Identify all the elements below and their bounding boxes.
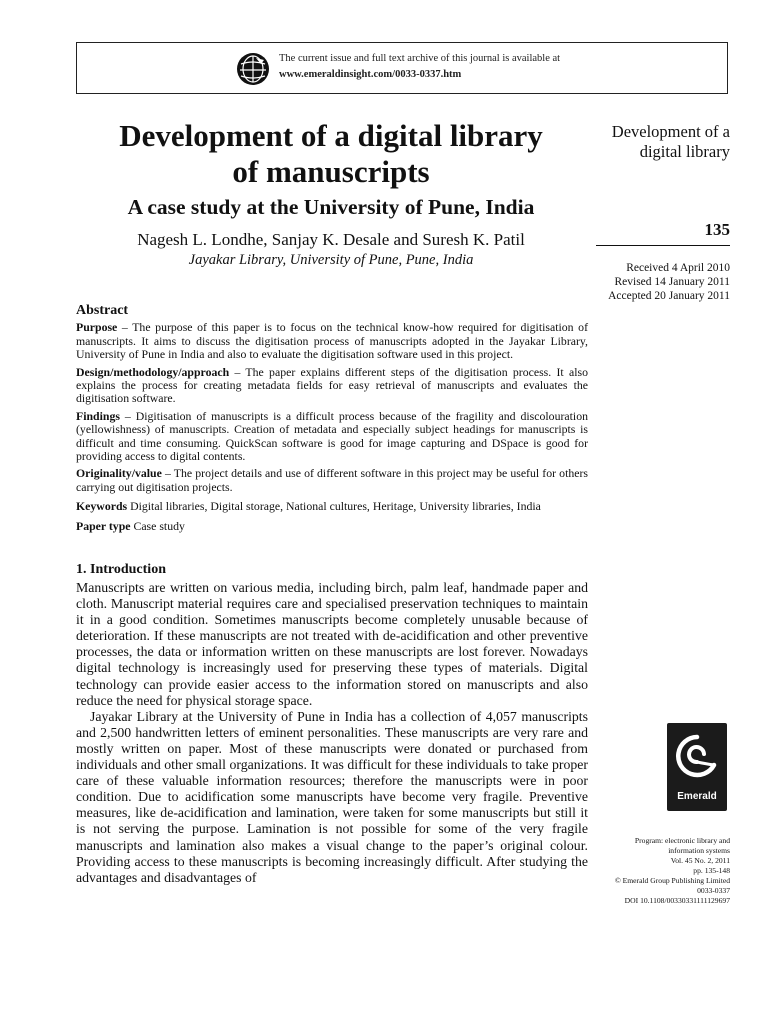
pubinfo-journal-cont: information systems: [668, 846, 730, 855]
abstract-heading: Abstract: [76, 303, 129, 318]
abstract-findings: [76, 410, 588, 464]
abstract-keywords: [76, 500, 588, 513]
author-list: Nagesh L. Londhe, Sanjay K. Desale and Suresh K. Patil: [137, 230, 525, 249]
running-title-line-1: Development of a: [611, 122, 730, 141]
pubinfo-doi: DOI 10.1108/00330331111129697: [624, 896, 730, 905]
abstract-originality: [76, 467, 588, 494]
pubinfo-issn: 0033-0337: [697, 886, 730, 895]
introduction-paragraph-2: Jayakar Library at the University of Pune in India has a collection of 4,057 manuscripts and 2,500 handwritten letters of eminent personalities. These manuscripts are very rare and mostly written on paper. Most of these manuscripts were donated or purchased from individuals and other small organizations. It was difficult for these individuals to take proper care of these valuable information resources; therefore the manuscripts were in poor condition. Due to acidification some manuscripts have become very fragile. Preventive measures, like de-acidification and lamination, were taken for some manuscripts but still it is not serving the purpose. Lamination is not possible for some of the very fragile manuscripts and lamination also makes a visual change to the paper’s original colour. Providing access to these manuscripts is becoming increasingly difficult. After studying the advantages and disadvantages of: [76, 708, 588, 885]
journal-url[interactable]: www.emeraldinsight.com/0033-0337.htm: [279, 69, 462, 80]
pubinfo-volume: Vol. 45 No. 2, 2011: [670, 856, 730, 865]
keywords-text: Digital libraries, Digital storage, National cultures, Heritage, University libraries, India: [127, 499, 541, 514]
running-title: [590, 122, 730, 162]
revised-date: Revised 14 January 2011: [614, 276, 730, 288]
introduction-paragraph-1: Manuscripts are written on various media, including birch, palm leaf, handmade paper and cloth. Manuscript material requires care and specialised preservation techniques to maintain it in a good condition. Sometimes manuscripts become completely unusable because of deterioration. If these manuscripts are not treated with de-acidification and other preventive processes, the data or information written on these manuscripts are lost forever. Nowadays digital technology is increasingly used for preserving these types of materials. Digital technology can provide easier access to the information stored on manuscripts and also reduce the need for physical storage space.: [76, 580, 588, 708]
sidebar-divider: [596, 245, 730, 246]
emerald-wordmark: Emerald: [677, 791, 717, 802]
page-number: 135: [704, 220, 730, 239]
article-title-line-2: of manuscripts: [232, 154, 430, 189]
banner-text: The current issue and full text archive of this journal is available at: [279, 53, 561, 64]
abstract-purpose: [76, 321, 588, 361]
keywords-label: Keywords: [76, 499, 128, 514]
originality-label: Originality/value: [76, 466, 162, 481]
abstract-section: [76, 304, 588, 537]
publication-info: [590, 836, 730, 906]
accepted-date: Accepted 20 January 2011: [608, 290, 730, 302]
purpose-label: Purpose: [76, 320, 118, 335]
globe-icon: [236, 52, 270, 86]
pubinfo-journal: Program: electronic library and: [634, 836, 730, 845]
abstract-design: [76, 366, 588, 406]
introduction-heading: 1. Introduction: [76, 562, 166, 577]
findings-text: – Digitisation of manuscripts is a difficult process because of the fragility and discolouration (yellowishness) of manuscripts. Creation of metadata and especially subject headings for manuscripts is difficult and time consuming. QuickScan software is good for image capturing and DSpace is good for providing access to digital contents.: [76, 408, 588, 464]
article-history: [590, 261, 730, 303]
article-subtitle: A case study at the University of Pune, India: [127, 195, 535, 219]
article-title-line-1: Development of a digital library: [119, 118, 543, 153]
design-label: Design/methodology/approach: [76, 364, 230, 379]
journal-availability-banner: [76, 42, 728, 94]
design-text: – The paper explains different steps of the digitisation process. It also explains the process for creating metadata fields for easy retrieval of manuscripts and evaluates the digitisation software.: [76, 364, 588, 406]
purpose-text: – The purpose of this paper is to focus on the technical know-how required for digitisation of manuscripts. It aims to discuss the digitisation process of manuscripts adopted in the Jayakar Library, University of Pune in India and also to evaluate the digitisation software used in this project.: [76, 320, 588, 362]
paper-type-label: Paper type: [76, 518, 131, 533]
pubinfo-pages: pp. 135-148: [693, 866, 730, 875]
received-date: Received 4 April 2010: [626, 262, 730, 274]
emerald-swirl-icon: [667, 725, 727, 791]
findings-label: Findings: [76, 408, 120, 423]
originality-text: – The project details and use of different software in this project may be useful for others carrying out digitisation projects.: [76, 466, 588, 494]
emerald-logo: [667, 723, 727, 811]
pubinfo-copyright: © Emerald Group Publishing Limited: [614, 876, 730, 885]
paper-type-text: Case study: [130, 518, 185, 533]
article-title: [76, 118, 586, 190]
abstract-paper-type: [76, 520, 588, 533]
author-affiliation: Jayakar Library, University of Pune, Pune, India: [188, 252, 474, 268]
running-title-line-2: digital library: [639, 142, 730, 161]
introduction-section: [76, 562, 588, 886]
